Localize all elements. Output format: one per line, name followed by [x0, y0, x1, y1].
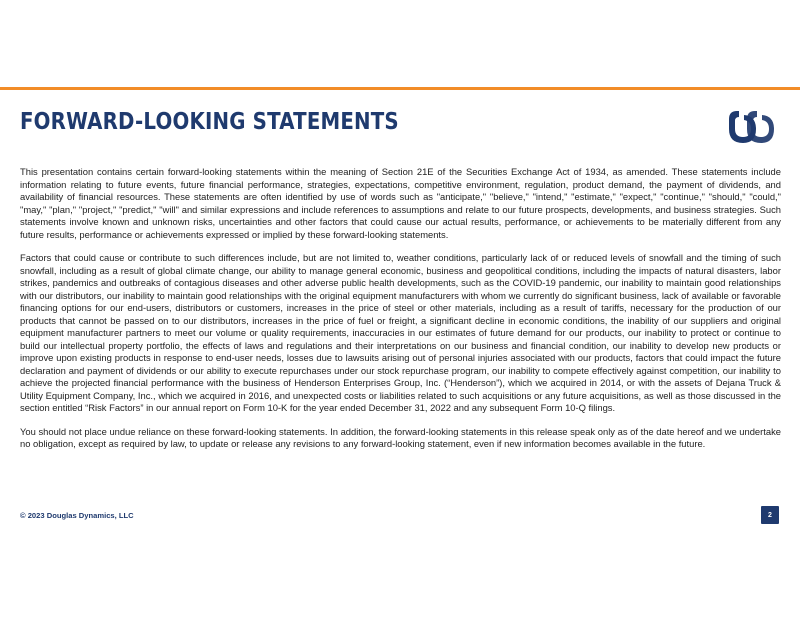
disclaimer-body: [20, 166, 781, 462]
paragraph-undue-reliance: You should not place undue reliance on these forward-looking statements. In addition, the forward-looking statements in this release speak only as of the date hereof and we undertake no obligation, except as required by law, to update or release any revisions to any forward-looking statement, even if new information becomes available in the future.: [20, 425, 781, 449]
paragraph-risk-factors: Factors that could cause or contribute to such differences include, but are not limited to, weather conditions, particularly lack of or reduced levels of snowfall and the timing of such snowfall, including as a result of global climate change, our ability to manage general economic, business and geopolitical conditions, including the impacts of natural disasters, labor strikes, pandemics and outbreaks of contagious diseases and other adverse public health developments, such as the COVID-19 pandemic, our inability to maintain good relationships with our distributors, our inability to maintain good relationships with the original equipment manufacturers with whom we currently do significant business, lack of available or favorable financing options for our end-users, distributors or customers, increases in the price of steel or other materials, including as a result of tariffs, necessary for the production of our products that cannot be passed on to our distributors, increases in the price of fuel or freight, a significant decline in economic conditions, the inability of our suppliers and original equipment manufacturer partners to meet our volume or quality requirements, inaccuracies in our estimates of future demand for our products, our inability to protect or continue to build our intellectual property portfolio, the effects of laws and regulations and their interpretations on our business and financial condition, our inability to develop new products or improve upon existing products in response to end-user needs, losses due to lawsuits arising out of personal injuries associated with our products, factors that could impact the future declaration and payment of dividends or our ability to execute repurchases under our stock repurchase program, our inability to compete effectively against competition, our inability to achieve the projected financial performance with the business of Henderson Enterprises Group, Inc. (“Henderson”), which we acquired in 2014, or with the assets of Dejana Truck & Utility Equipment Company, Inc., which we acquired in 2016, and unexpected costs or liabilities related to such acquisitions or any future acquisitions, as well as those discussed in the section entitled “Risk Factors” in our annual report on Form 10-K for the year ended December 31, 2022 and any subsequent Form 10-Q filings.: [20, 252, 781, 413]
douglas-dynamics-logo-icon: [726, 105, 774, 145]
paragraph-forward-looking-intro: This presentation contains certain forward-looking statements within the meaning of Section 21E of the Securities Exchange Act of 1934, as amended. These statements include information relating to future events, future financial performance, strategies, expectations, competitive environment, regulation, product demand, the payment of dividends, and availability of financial resources. These statements are often identified by use of words such as "anticipate," "believe," "intend," "estimate," "expect," "continue," "should," "could," "may," "plan," "project," "predict," "will" and similar expressions and include references to assumptions and relate to our future prospects, developments, and business strategies. Such statements involve known and unknown risks, uncertainties and other factors that could cause our actual results, performance, or achievements to be materially different from any future results, performance or achievements expressed or implied by these forward-looking statements.: [20, 166, 781, 240]
top-accent-rule: [0, 87, 800, 90]
page-number-badge: 2: [761, 506, 779, 524]
page-title: FORWARD-LOOKING STATEMENTS: [20, 109, 399, 135]
footer-copyright: © 2023 Douglas Dynamics, LLC: [20, 511, 134, 520]
